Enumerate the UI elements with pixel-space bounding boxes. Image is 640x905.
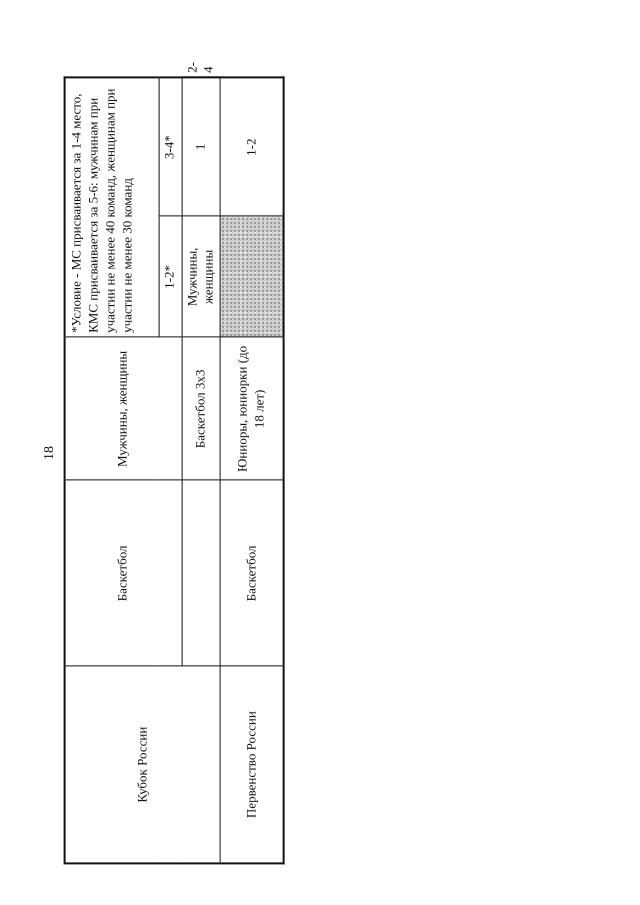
discipline-cell: Баскетбол 3х3	[182, 337, 221, 480]
blank-cell	[182, 480, 221, 666]
page-number: 18	[42, 446, 57, 460]
competition-cell: Первенство России	[220, 666, 283, 863]
discipline-cell: Баскетбол	[220, 480, 283, 666]
competition-cell: Кубок России	[65, 666, 221, 863]
condition-note-cell: *Условие - МС присваивается за 1-4 место, КМС присваивается за 5-6: мужчинам при участии не менее 40 команд, женщинам при участии не менее 30 команд	[65, 77, 159, 337]
places-cell-1: 1-2*	[159, 216, 182, 337]
places-cell-2: 1-2	[220, 77, 283, 216]
rotated-table-wrapper	[68, 62, 276, 856]
table-row-cup-basketball-3x3: Баскетбол 3х3 Мужчины, женщины 1 2-4	[182, 77, 221, 863]
places-cell-1: 1	[182, 77, 221, 216]
places-cell-2: 3-4*	[159, 77, 182, 216]
shaded-empty-cell	[220, 216, 283, 337]
age-group-cell: Мужчины, женщины	[182, 216, 221, 337]
table-row-championship	[220, 77, 283, 863]
discipline-cell: Баскетбол	[65, 480, 182, 666]
age-group-cell: Юниоры, юниорки (до 18 лет)	[220, 337, 283, 480]
age-group-cell: Мужчины, женщины	[65, 337, 182, 480]
sports-ranks-table	[64, 62, 285, 864]
table-row-cup-basketball-main	[65, 77, 159, 863]
